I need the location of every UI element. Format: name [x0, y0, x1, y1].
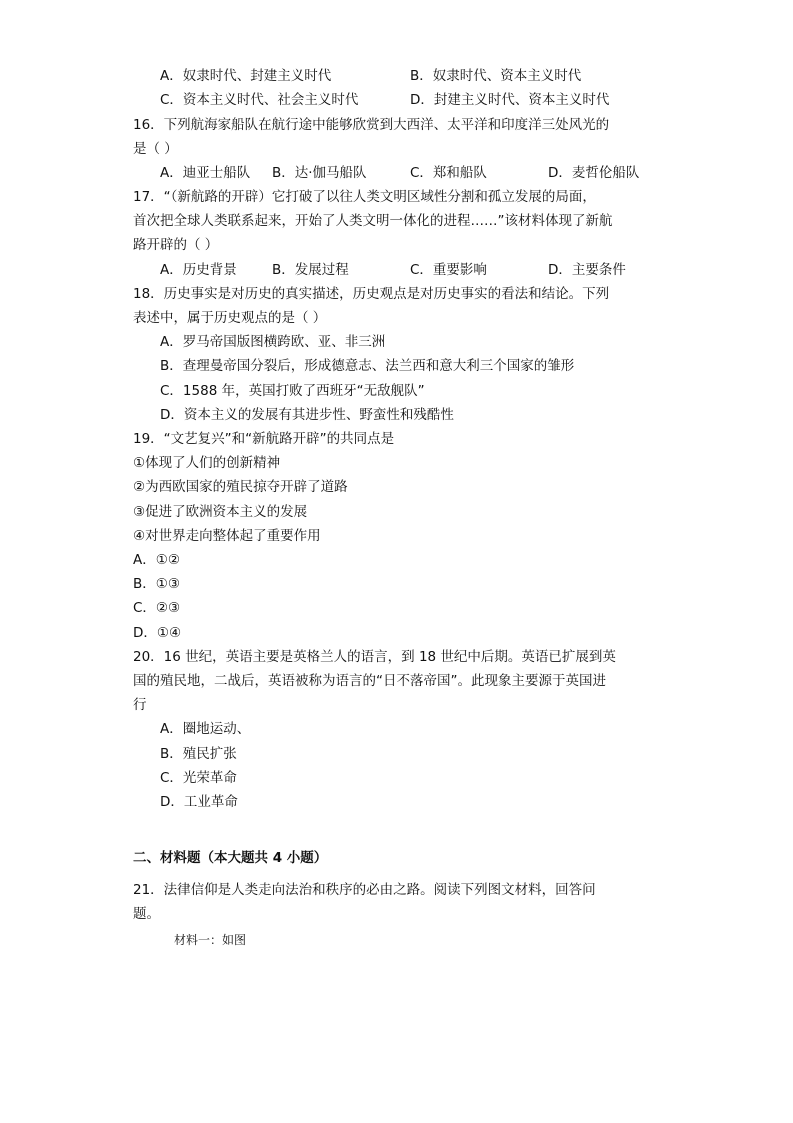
q19-option-d: D．①④ — [133, 625, 182, 641]
q18-option-c: C．1588 年，英国打败了西班牙“无敌舰队” — [160, 383, 425, 399]
q18-stem-line2: 表述中，属于历史观点的是（ ） — [133, 310, 327, 326]
q20-stem-line1: 20．16 世纪，英语主要是英格兰人的语言，到 18 世纪中后期。英语已扩展到英 — [133, 649, 616, 665]
q17-stem-line2: 首次把全球人类联系起来，开始了人类文明一体化的进程……”该材料体现了新航 — [133, 213, 613, 229]
q17-option-c: C．重要影响 — [410, 262, 487, 278]
q20-option-d: D．工业革命 — [160, 794, 238, 810]
q17-option-a: A．历史背景 — [160, 262, 237, 278]
q18-stem-line1: 18．历史事实是对历史的真实描述，历史观点是对历史事实的看法和结论。下列 — [133, 286, 610, 302]
q21-material-label: 材料一：如图 — [174, 933, 247, 947]
q16-stem-line2: 是（ ） — [133, 141, 178, 157]
q21-stem-line1: 21．法律信仰是人类走向法治和秩序的必由之路。阅读下列图文材料，回答问 — [133, 882, 596, 898]
q20-stem-line2: 国的殖民地，二战后，英语被称为语言的“日不落帝国”。此现象主要源于英国进 — [133, 673, 606, 689]
q15-option-d: D．封建主义时代、资本主义时代 — [410, 92, 610, 108]
q19-statement-3: ③促进了欧洲资本主义的发展 — [133, 504, 308, 520]
q16-option-c: C．郑和船队 — [410, 165, 487, 181]
q21-stem-line2: 题。 — [133, 906, 160, 922]
q15-option-a: A．奴隶时代、封建主义时代 — [160, 68, 332, 84]
q19-option-c: C．②③ — [133, 600, 181, 616]
q15-option-c: C．资本主义时代、社会主义时代 — [160, 92, 359, 108]
q19-statement-1: ①体现了人们的创新精神 — [133, 455, 281, 471]
q16-option-b: B．达·伽马船队 — [272, 165, 367, 181]
q19-statement-2: ②为西欧国家的殖民掠夺开辟了道路 — [133, 479, 348, 495]
q19-stem-line1: 19．“文艺复兴”和“新航路开辟”的共同点是 — [133, 431, 395, 447]
q18-option-b: B．查理曼帝国分裂后，形成德意志、法兰西和意大利三个国家的雏形 — [160, 358, 575, 374]
q17-stem-line3: 路开辟的（ ） — [133, 237, 219, 253]
q17-option-d: D．主要条件 — [548, 262, 626, 278]
section-title: 二、材料题（本大题共 4 小题） — [133, 850, 328, 866]
q17-stem-line1: 17．“（新航路的开辟）它打破了以往人类文明区域性分割和孤立发展的局面， — [133, 189, 596, 205]
q19-statement-4: ④对世界走向整体起了重要作用 — [133, 528, 321, 544]
q20-option-b: B．殖民扩张 — [160, 746, 237, 762]
q18-option-d: D．资本主义的发展有其进步性、野蛮性和残酷性 — [160, 407, 454, 423]
q16-stem-line1: 16．下列航海家船队在航行途中能够欣赏到大西洋、太平洋和印度洋三处风光的 — [133, 117, 610, 133]
q18-option-a: A．罗马帝国版图横跨欧、亚、非三洲 — [160, 334, 386, 350]
q16-option-a: A．迪亚士船队 — [160, 165, 251, 181]
q15-option-b: B．奴隶时代、资本主义时代 — [410, 68, 582, 84]
q20-option-a: A．圈地运动、 — [160, 721, 251, 737]
q19-option-b: B．①③ — [133, 576, 180, 592]
q16-option-d: D．麦哲伦船队 — [548, 165, 640, 181]
q20-option-c: C．光荣革命 — [160, 770, 237, 786]
q17-option-b: B．发展过程 — [272, 262, 349, 278]
q20-stem-line3: 行 — [133, 697, 147, 713]
q19-option-a: A．①② — [133, 552, 180, 568]
